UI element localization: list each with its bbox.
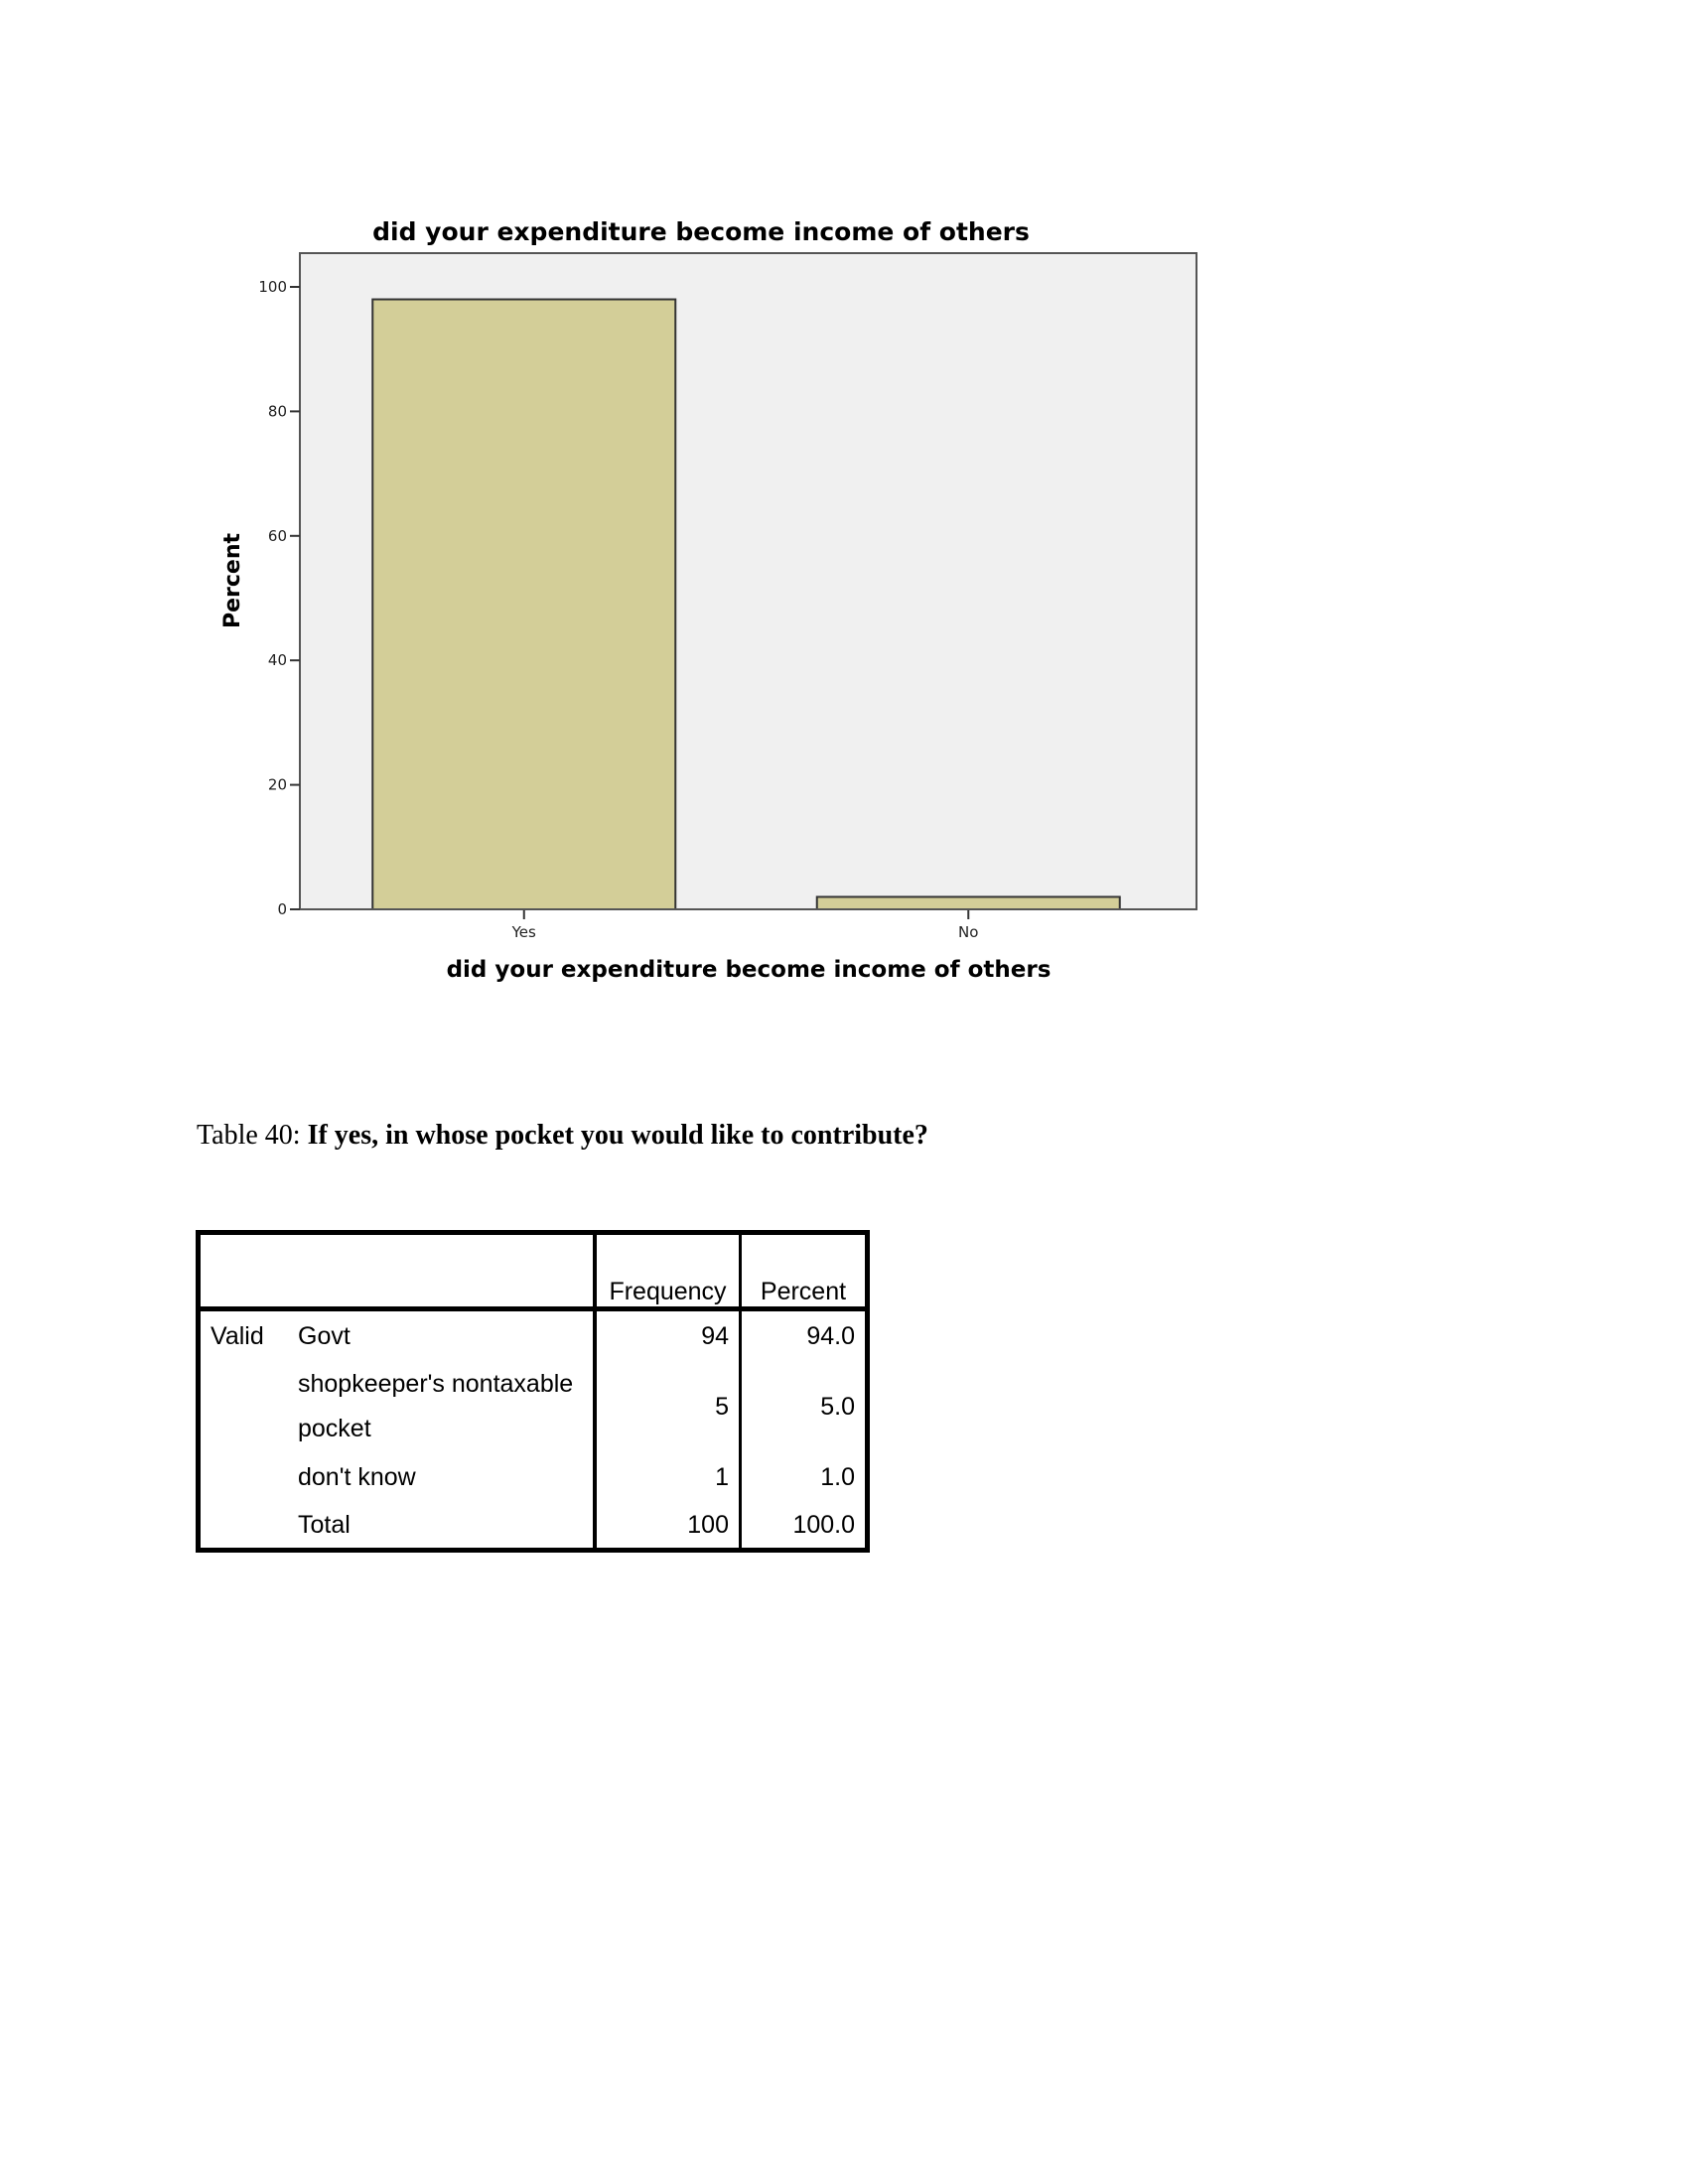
header-percent: Percent: [741, 1233, 868, 1309]
row-label: Total: [288, 1502, 595, 1551]
row-label: [288, 1361, 595, 1452]
y-axis-label: Percent: [220, 532, 245, 629]
row-percent: 94.0: [741, 1309, 868, 1362]
x-axis: [300, 909, 1196, 941]
y-tick-label: 60: [267, 526, 287, 545]
row-label: don't know: [298, 1462, 416, 1491]
row-label-text: shopkeeper's nontaxable pocket: [298, 1370, 574, 1442]
table-row-total: [199, 1502, 868, 1551]
group-label-empty: [199, 1361, 289, 1452]
bar-chart: [0, 0, 1688, 1013]
table-row: [199, 1309, 868, 1362]
x-tick-label-no: No: [958, 923, 979, 941]
row-frequency: 100: [595, 1502, 741, 1551]
row-percent: 100.0: [741, 1502, 868, 1551]
y-tick-label: 100: [258, 278, 287, 296]
y-tick-label: 40: [267, 651, 287, 670]
y-tick-label: 0: [277, 900, 287, 918]
table-row: [199, 1361, 868, 1452]
x-tick-label-yes: Yes: [511, 923, 536, 941]
table-caption: [197, 1120, 928, 1152]
chart-title: did your expenditure become income of others: [372, 217, 1030, 246]
row-label: Govt: [298, 1321, 351, 1350]
row-percent: 5.0: [741, 1361, 868, 1452]
row-frequency: 5: [595, 1361, 741, 1452]
header-frequency: Frequency: [595, 1233, 741, 1309]
header-cell-blank-2: [288, 1233, 595, 1309]
header-cell-blank-1: [199, 1233, 289, 1309]
bar-no: [817, 896, 1120, 909]
y-tick-label: 80: [267, 402, 287, 421]
row-percent: 1.0: [741, 1452, 868, 1502]
table-row: [199, 1452, 868, 1502]
caption-prefix: Table 40:: [197, 1120, 308, 1151]
group-label-empty: [199, 1452, 289, 1502]
y-tick-label: 20: [267, 775, 287, 794]
caption-text: If yes, in whose pocket you would like to contribute?: [307, 1120, 928, 1151]
group-label-valid: Valid: [199, 1309, 289, 1362]
bar-yes: [372, 300, 675, 909]
y-axis: [258, 253, 300, 918]
group-label-empty: [199, 1502, 289, 1551]
row-frequency: 1: [595, 1452, 741, 1502]
row-frequency: 94: [595, 1309, 741, 1362]
x-axis-label: did your expenditure become income of others: [446, 957, 1052, 983]
frequency-table: [196, 1230, 870, 1553]
table-header-row: [199, 1233, 868, 1309]
